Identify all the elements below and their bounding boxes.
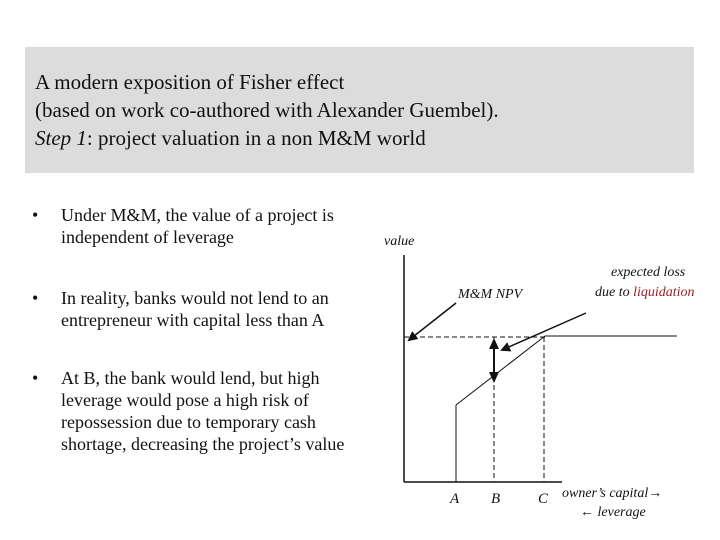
arrow-to-curve	[502, 313, 586, 350]
x-axis-label-line-2: ← leverage	[580, 505, 646, 520]
x-axis-label-line-1: owner’s capital→	[562, 486, 663, 501]
loss-label-prefix: due to	[595, 285, 634, 300]
bullet-marker-2: •	[32, 288, 39, 308]
loss-arrow-head-top	[489, 338, 499, 349]
arrow-to-y-axis	[409, 303, 456, 340]
point-b-label: B	[491, 491, 501, 507]
bullet-marker-1: •	[32, 205, 39, 225]
curve-rising	[456, 336, 545, 405]
loss-label-line-1: expected loss	[611, 265, 686, 280]
loss-arrow-head-bottom	[489, 372, 499, 383]
bullet-text-1: Under M&M, the value of a project is independent of leverage	[61, 205, 334, 247]
y-axis-label: value	[384, 234, 415, 249]
bullet-text-2: In reality, banks would not lend to an entrepreneur with capital less than A	[61, 288, 329, 330]
title-line-2: (based on work co-authored with Alexander Guembel).	[35, 98, 499, 122]
bullet-text-3: At B, the bank would lend, but high leverage would pose a high risk of repossession due to temporary cash shortage, decreasing the project’s value	[61, 368, 345, 454]
loss-label-highlight: liquidation	[633, 285, 695, 300]
loss-label-line-2	[595, 285, 695, 301]
title-line-1: A modern exposition of Fisher effect	[35, 70, 345, 94]
mm-npv-label: M&M NPV	[458, 287, 523, 302]
point-c-label: C	[538, 491, 549, 507]
title-step-text: : project valuation in a non M&M world	[86, 126, 426, 150]
point-a-label: A	[450, 491, 460, 507]
bullet-marker-3: •	[32, 368, 39, 388]
title-step-label: Step 1	[35, 126, 87, 150]
